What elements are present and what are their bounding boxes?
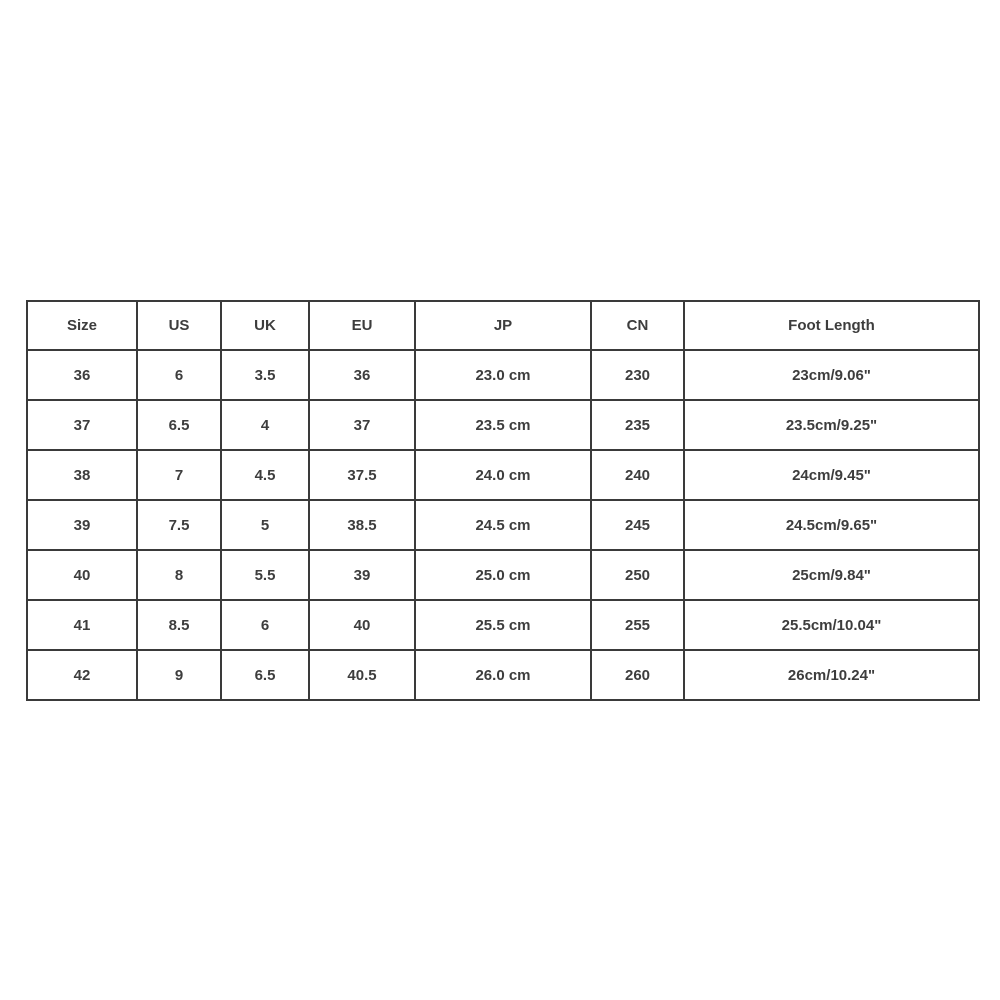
table-cell: 25.5 cm	[415, 600, 591, 650]
table-cell: 36	[309, 350, 415, 400]
table-cell: 6	[137, 350, 221, 400]
table-cell: 23.5cm/9.25"	[684, 400, 979, 450]
column-header-jp: JP	[415, 301, 591, 350]
table-cell: 37.5	[309, 450, 415, 500]
table-cell: 7.5	[137, 500, 221, 550]
table-cell: 260	[591, 650, 684, 700]
table-cell: 8.5	[137, 600, 221, 650]
table-cell: 250	[591, 550, 684, 600]
table-cell: 25cm/9.84"	[684, 550, 979, 600]
table-cell: 40	[27, 550, 137, 600]
size-chart-table	[26, 300, 980, 701]
column-header-us: US	[137, 301, 221, 350]
table-cell: 4.5	[221, 450, 309, 500]
table-cell: 37	[309, 400, 415, 450]
table-row	[27, 600, 979, 650]
table-cell: 5.5	[221, 550, 309, 600]
column-header-size: Size	[27, 301, 137, 350]
table-cell: 255	[591, 600, 684, 650]
table-cell: 26cm/10.24"	[684, 650, 979, 700]
size-chart	[26, 300, 978, 701]
column-header-cn: CN	[591, 301, 684, 350]
table-cell: 230	[591, 350, 684, 400]
table-cell: 23.5 cm	[415, 400, 591, 450]
table-row	[27, 350, 979, 400]
table-cell: 6.5	[221, 650, 309, 700]
table-cell: 235	[591, 400, 684, 450]
table-cell: 8	[137, 550, 221, 600]
table-cell: 23.0 cm	[415, 350, 591, 400]
table-cell: 41	[27, 600, 137, 650]
table-row	[27, 550, 979, 600]
column-header-eu: EU	[309, 301, 415, 350]
table-cell: 24.0 cm	[415, 450, 591, 500]
table-cell: 40	[309, 600, 415, 650]
table-cell: 23cm/9.06"	[684, 350, 979, 400]
table-cell: 40.5	[309, 650, 415, 700]
table-cell: 37	[27, 400, 137, 450]
table-cell: 39	[27, 500, 137, 550]
table-cell: 36	[27, 350, 137, 400]
column-header-uk: UK	[221, 301, 309, 350]
table-row	[27, 650, 979, 700]
table-cell: 24.5 cm	[415, 500, 591, 550]
table-cell: 38.5	[309, 500, 415, 550]
table-cell: 5	[221, 500, 309, 550]
table-cell: 38	[27, 450, 137, 500]
table-cell: 3.5	[221, 350, 309, 400]
table-row	[27, 450, 979, 500]
table-row	[27, 500, 979, 550]
table-cell: 24cm/9.45"	[684, 450, 979, 500]
table-cell: 25.0 cm	[415, 550, 591, 600]
column-header-foot-length: Foot Length	[684, 301, 979, 350]
table-cell: 245	[591, 500, 684, 550]
table-cell: 240	[591, 450, 684, 500]
table-cell: 6	[221, 600, 309, 650]
table-cell: 4	[221, 400, 309, 450]
table-cell: 25.5cm/10.04"	[684, 600, 979, 650]
table-cell: 39	[309, 550, 415, 600]
table-cell: 6.5	[137, 400, 221, 450]
header-row	[27, 301, 979, 350]
table-cell: 7	[137, 450, 221, 500]
table-cell: 26.0 cm	[415, 650, 591, 700]
table-cell: 24.5cm/9.65"	[684, 500, 979, 550]
table-cell: 42	[27, 650, 137, 700]
table-row	[27, 400, 979, 450]
table-cell: 9	[137, 650, 221, 700]
